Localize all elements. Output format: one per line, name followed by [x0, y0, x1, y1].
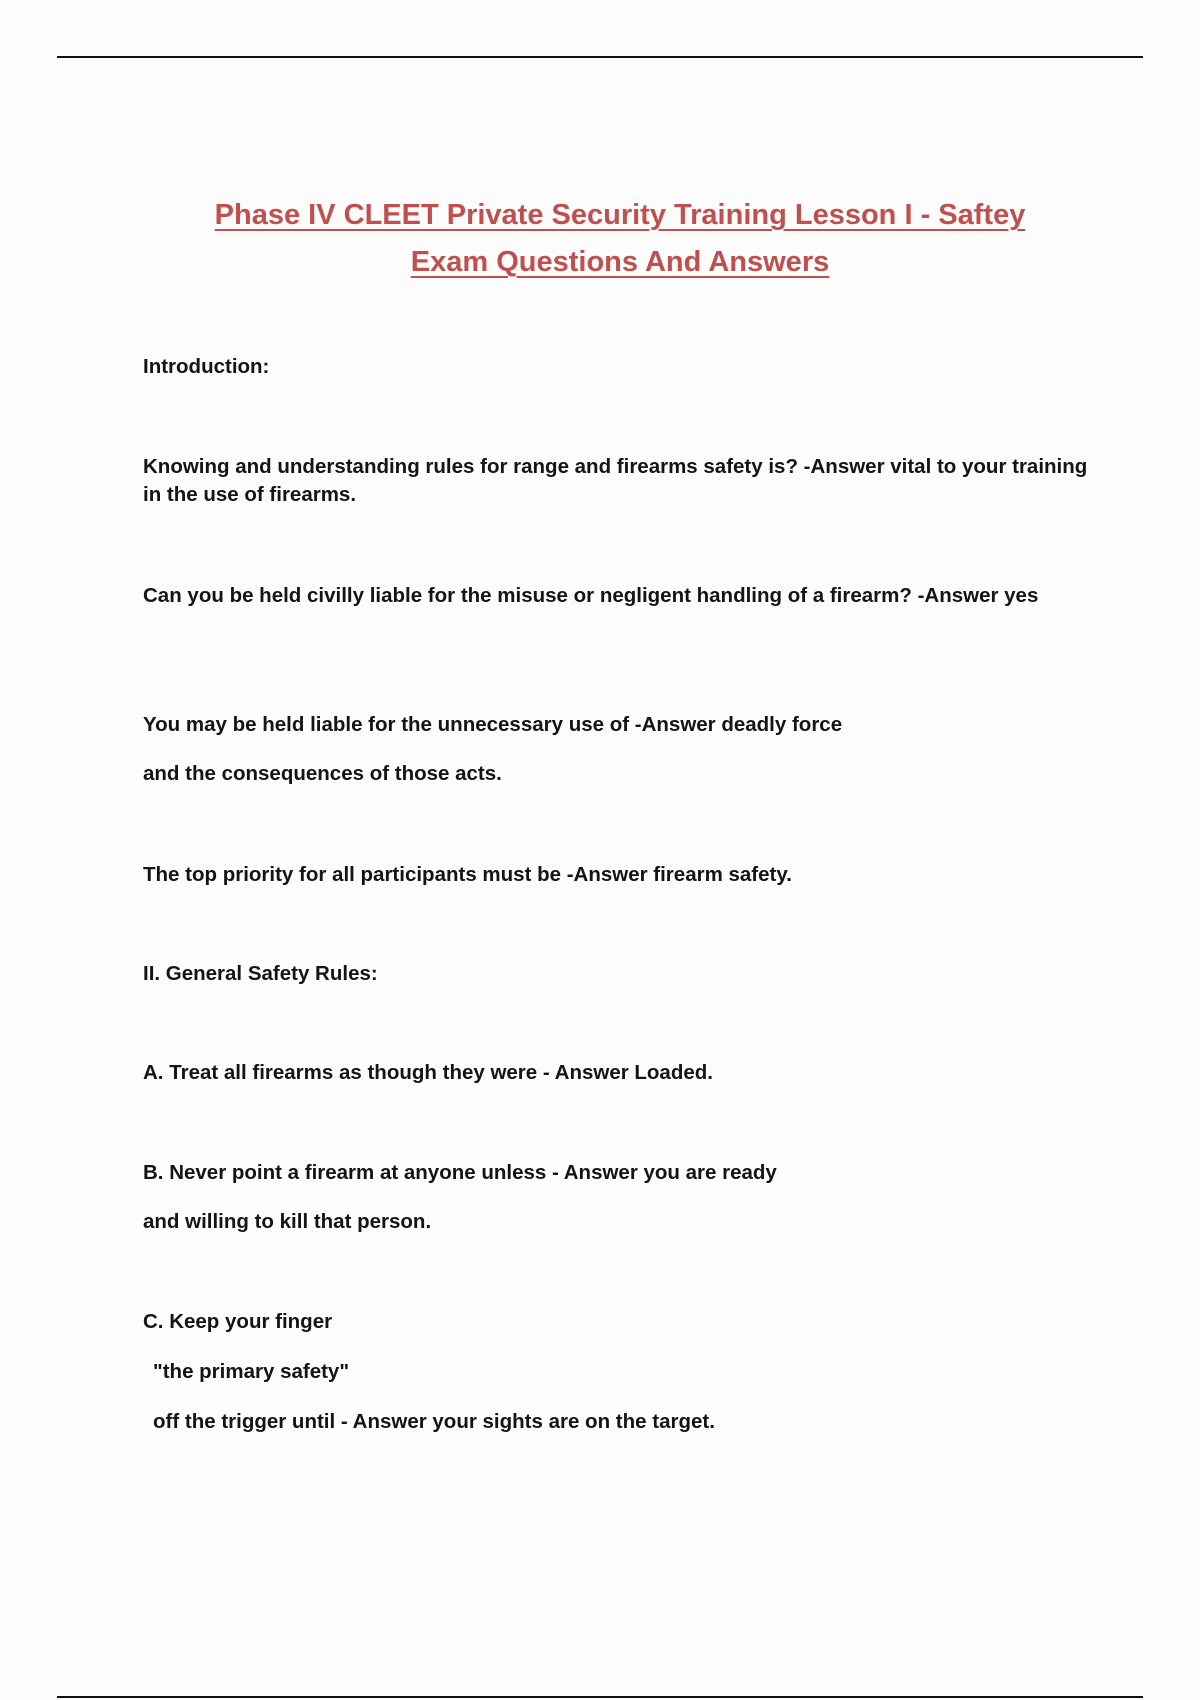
title-line-1: Phase IV CLEET Private Security Training Lesson I - Saftey [214, 199, 1026, 231]
header-rule [57, 56, 1143, 58]
rule-c-trigger: off the trigger until - Answer your sights are on the target. [153, 1410, 715, 1433]
title-line-2: Exam Questions And Answers [410, 246, 830, 278]
question-range-safety: Knowing and understanding rules for range and firearms safety is? -Answer vital to your training in the use of firearms. [143, 455, 1088, 506]
question-top-priority: The top priority for all participants must be -Answer firearm safety. [143, 863, 792, 886]
question-deadly-force: You may be held liable for the unnecessary use of -Answer deadly force [143, 713, 843, 736]
document-title [110, 192, 1130, 286]
question-civil-liability: Can you be held civilly liable for the misuse or negligent handling of a firearm? -Answer yes [143, 584, 1039, 607]
section-heading-introduction: Introduction: [143, 355, 270, 378]
rule-b-never-point: B. Never point a firearm at anyone unless - Answer you are ready [143, 1161, 777, 1184]
rule-c-finger: C. Keep your finger [143, 1310, 333, 1333]
section-heading-general-safety-rules: II. General Safety Rules: [143, 962, 378, 985]
rule-a-loaded: A. Treat all firearms as though they were - Answer Loaded. [143, 1061, 713, 1084]
rule-c-primary-safety: "the primary safety" [153, 1360, 350, 1383]
rule-b-continued: and willing to kill that person. [143, 1210, 432, 1233]
question-deadly-force-continued: and the consequences of those acts. [143, 762, 502, 785]
footer-rule [57, 1696, 1143, 1698]
